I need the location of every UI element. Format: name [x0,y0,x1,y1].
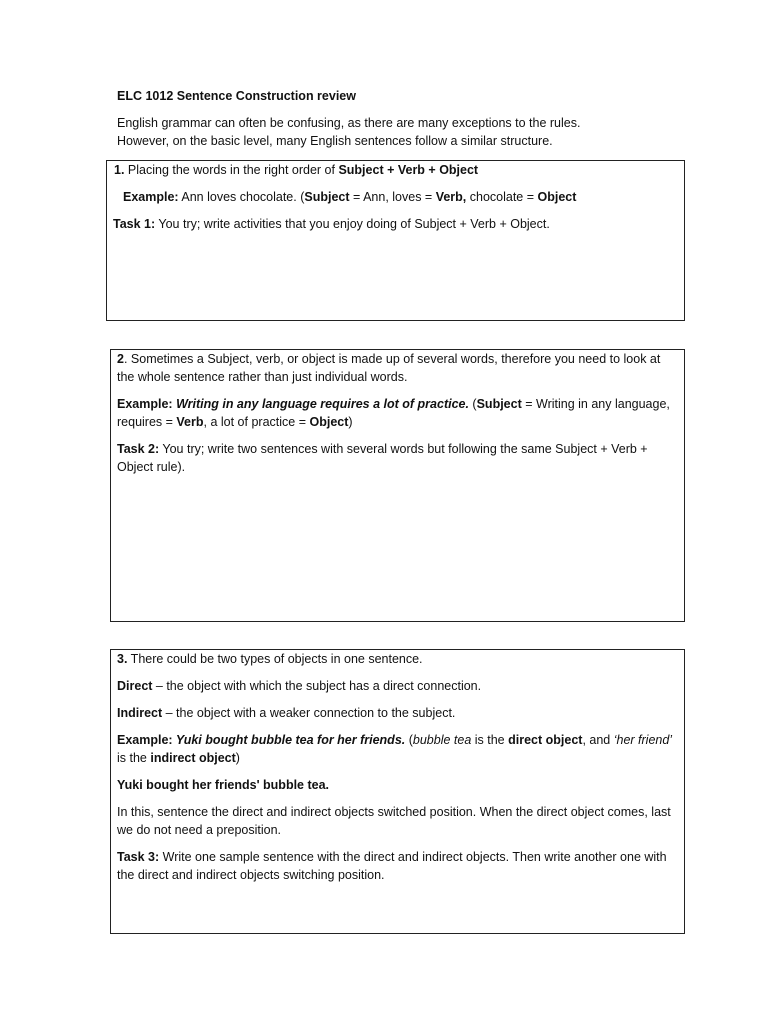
section-1-example-verb: Verb, [435,190,467,204]
section-3-ex-indirect: indirect object [150,751,236,765]
task-1-text: You try; write activities that you enjoy doing of Subject + Verb + Object. [155,217,550,231]
section-3-text: There could be two types of objects in one sentence. [127,652,423,666]
section-1-formula: Subject + Verb + Object [338,163,479,177]
task-1-label: Task 1: [113,217,156,231]
section-1-example-mid1: = Ann, loves = [349,190,436,204]
direct-label: Direct [117,679,153,693]
section-2-ex-close: ) [348,415,353,429]
section-2-example [117,395,678,431]
section-1-example [123,188,576,206]
section-3-number: 3. [117,652,128,666]
section-3-ex-close: ) [235,751,240,765]
section-1-number: 1. [114,163,125,177]
intro-line-1: English grammar can often be confusing, as there are many exceptions to the rules. [117,116,581,130]
section-1-example-label: Example: [123,190,179,204]
section-1-text: Placing the words in the right order of [124,163,339,177]
intro-paragraph [117,114,677,150]
task-2-label: Task 2: [117,442,160,456]
section-1-example-text: Ann loves chocolate. ( [178,190,305,204]
indirect-label: Indirect [117,706,163,720]
section-2-text: . Sometimes a Subject, verb, or object is made up of several words, therefore you need to look at the whole sentence rather than just individual words. [117,352,661,384]
section-2-example-label: Example: [117,397,173,411]
task-2-text: You try; write two sentences with several words but following the same Subject + Verb + Object rule). [117,442,648,474]
section-2-box [110,349,685,622]
section-3-example-label: Example: [117,733,173,747]
section-2-task [117,440,678,476]
section-3-ex-bubble: bubble tea [412,733,472,747]
section-1-box [106,160,685,321]
section-1-example-mid2: chocolate = [466,190,538,204]
section-3-ex-and: , and [582,733,614,747]
section-3-ex-open: ( [405,733,413,747]
section-2-example-sentence: Writing in any language requires a lot of practice. [172,397,469,411]
section-1-example-object: Object [537,190,577,204]
section-3-ex-friend: ‘her friend’ [613,733,673,747]
indirect-definition [117,704,678,722]
intro-line-2: However, on the basic level, many English sentences follow a similar structure. [117,134,553,148]
direct-text: – the object with which the subject has a direct connection. [152,679,482,693]
section-2-heading [117,350,678,386]
section-3-example [117,731,678,767]
section-3-bold-sentence [117,776,678,794]
task-3-text: Write one sample sentence with the direct and indirect objects. Then write another one with the direct and indirect objects switching position. [117,850,667,882]
section-3-ex-direct: direct object [508,733,583,747]
section-2-ex-mid1: = Writing in any language, requires = [117,397,670,429]
section-3-explanation: In this, sentence the direct and indirect objects switched position. When the direct object comes, last we do not need a preposition. [117,805,671,837]
section-1-example-subject: Subject [304,190,350,204]
section-1-task [113,215,550,233]
section-3-heading [117,650,678,668]
section-3-ex-is-the: is the [471,733,509,747]
section-2-ex-verb: Verb [176,415,204,429]
section-2-ex-subject: Subject [476,397,522,411]
direct-definition [117,677,678,695]
section-2-number: 2 [117,352,124,366]
indirect-text: – the object with a weaker connection to the subject. [162,706,456,720]
document-title: ELC 1012 Sentence Construction review [117,89,356,103]
section-1-heading [114,161,478,179]
task-3-label: Task 3: [117,850,160,864]
section-3-bold-sentence-text: Yuki bought her friends' bubble tea. [117,778,330,792]
section-3-box [110,649,685,934]
section-2-ex-open: ( [468,397,477,411]
section-3-ex-is-the2: is the [117,751,151,765]
section-2-ex-mid2: , a lot of practice = [203,415,310,429]
section-3-example-sentence: Yuki bought bubble tea for her friends. [172,733,406,747]
section-3-task [117,848,678,884]
section-2-ex-object: Object [309,415,349,429]
